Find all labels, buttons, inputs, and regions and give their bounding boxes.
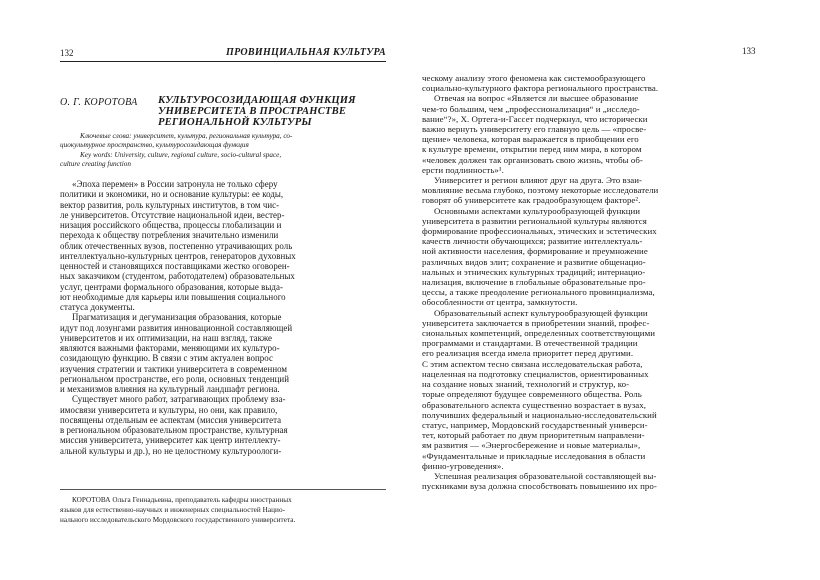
- body-text-line: мовлияние весьма глубоко, поэтому некоторые исследователи: [422, 185, 659, 196]
- body-text-line: интеллектуально-культурных центров, генераторов духовных: [60, 250, 296, 261]
- body-text-line: Прагматизация и дегуманизация образования, которые: [72, 312, 282, 323]
- body-text-line: в региональном образовательном пространстве, культурная: [60, 425, 288, 435]
- body-text-line: формирование профессиональных, этических и эстетических: [422, 226, 657, 237]
- body-text-line: и механизмов влияния на культурный ландшафт региона.: [60, 384, 280, 394]
- body-text-line: говорят об университете как градообразующем факторе².: [422, 195, 641, 206]
- body-text-line: ям развития — «Энергосбережение и новые материалы»,: [422, 440, 641, 451]
- body-text-line: региональном пространстве, его роли, основных тенденций: [60, 373, 290, 384]
- body-text-line: ценностей и становящихся поставщиками жестко оговорен-: [60, 261, 290, 271]
- body-text-line: образовательного аспекта существенно возрастает в вузах,: [422, 399, 646, 410]
- body-text-line: ле университетов. Отсутствие национальной идеи, вестер-: [60, 209, 285, 220]
- article-author: О. Г. КОРОТОВА: [60, 97, 138, 108]
- body-text-line: С этим аспектом тесно связана исследовательская работа,: [422, 358, 643, 369]
- left-body-text: [60, 179, 386, 456]
- body-text-line: Образовательный аспект культурообразующей функции: [434, 307, 648, 318]
- page-number: 132: [60, 48, 74, 58]
- body-text-line: Основными аспектами культурообразующей функции: [434, 205, 641, 216]
- footnote-divider: [60, 489, 386, 490]
- running-title: ПРОВИНЦИАЛЬНАЯ КУЛЬТУРА: [226, 47, 386, 58]
- body-text-line: пускниками вуза должна способствовать повышению их про-: [422, 481, 657, 492]
- right-body-text: [422, 73, 760, 491]
- body-text-line: университета заключается в приобретении знаний, профес-: [422, 317, 650, 328]
- body-text-line: программами и стандартами. В отечественной традиции: [422, 338, 638, 349]
- body-text-line: созидающую функцию. В связи с этим актуален вопрос: [60, 353, 273, 364]
- article-title-line: КУЛЬТУРОСОЗИДАЮЩАЯ ФУНКЦИЯ: [158, 95, 356, 106]
- body-text-line: ерсти подлинность»¹.: [422, 164, 504, 175]
- body-text-line: имосвязи университета и культуры, но они, как правило,: [60, 404, 278, 415]
- article-title-line: УНИВЕРСИТЕТА В ПРОСТРАНСТВЕ: [158, 106, 347, 117]
- keywords-en-line: Key words: University, culture, regional culture, socio-cultural space,: [80, 150, 282, 159]
- body-text-line: цессы, а также преодоление регионального провинциализма,: [422, 287, 655, 298]
- body-text-line: являются важными факторами, меняющими их культуро-: [60, 343, 280, 353]
- body-text-line: качеств личности обучающихся; развитие интеллектуаль-: [422, 236, 643, 247]
- body-text-line: Университет и регион влияют друг на друга. Это взаи-: [434, 175, 643, 186]
- body-text-line: альной культуры и др.), но не целостному культуроологи-: [60, 445, 282, 456]
- body-text-line: статус, например, Мордовский государственный универси-: [422, 419, 648, 430]
- keywords-en-line: culture creating function: [60, 160, 131, 169]
- body-text-line: получивших федеральный и национально-исследовательский: [422, 409, 657, 420]
- body-text-line: чем-то большим, чем „профессионализация“ и „исследо-: [422, 103, 640, 114]
- body-text-line: ной активности населения, формирование и преумножение: [422, 246, 648, 257]
- body-text-line: миссия университета, университет как центр интеллекту-: [60, 435, 281, 446]
- body-text-line: вектор развития, роль культурных институтов, в том чис-: [60, 199, 280, 210]
- right-page: [410, 0, 820, 580]
- footnote-line: языков для естественно-научных и инженерных специальностей Нацио-: [60, 506, 286, 515]
- running-head: [60, 47, 386, 62]
- body-text-line: Отвечая на вопрос «Является ли высшее образование: [434, 93, 639, 104]
- body-text-line: университетов и их оптимизации, на наш взгляд, также: [60, 332, 273, 343]
- body-text-line: посвящены отдельным ее аспектам (миссия университета: [60, 414, 282, 425]
- body-text-line: перехода к обществу потребления значительно изменили: [60, 230, 279, 241]
- body-text-line: его реализация всегда имела приоритет перед другими.: [422, 348, 634, 359]
- body-text-line: на создание новых знаний, технологий и структур, ко-: [422, 379, 630, 390]
- body-text-line: университета в развитии региональной культуры являются: [422, 215, 647, 226]
- author-footnote: [60, 495, 386, 526]
- body-text-line: политики и экономики, но и основание культуры: ее коды,: [60, 189, 284, 200]
- body-text-line: обособленности от центра, замкнутости.: [422, 297, 578, 308]
- body-text-line: финно-угроведения».: [422, 460, 504, 471]
- body-text-line: идут под лозунгами развития инновационной составляющей: [60, 322, 293, 333]
- body-text-line: Существует много работ, затрагивающих проблему вза-: [72, 394, 286, 405]
- footnote-line: КОРОТОВА Ольга Геннадьевна, преподаватель кафедры иностранных: [72, 496, 292, 504]
- body-text-line: «Фундаментальные и прикладные исследования в области: [422, 450, 646, 461]
- body-text-line: нальных и этнических культурных традиций; интернацио-: [422, 266, 646, 277]
- keywords-block: [60, 132, 390, 170]
- body-text-line: «человек должен так организовать свою жизнь, чтобы об-: [422, 154, 643, 165]
- body-text-line: тет, который работает по двум приоритетным направлени-: [422, 430, 645, 441]
- body-text-line: изучения стратегии и тактики университета в современном: [60, 363, 288, 374]
- body-text-line: ных заказчиком (студентом, работодателем) образовательных: [60, 271, 295, 282]
- body-text-line: нацеленная на подготовку специалистов, ориентированных: [422, 368, 649, 379]
- body-text-line: низация российского общества, процессы глобализации и: [60, 220, 282, 230]
- keywords-ru-line: Ключевые слова: университет, культура, региональная культура, со-: [80, 132, 293, 140]
- body-text-line: «Эпоха перемен» в России затронула не только сферу: [72, 179, 278, 189]
- body-text-line: социально-культурного фактора регионального пространства.: [422, 83, 659, 94]
- body-text-line: облик отечественных вузов, постепенно утрачивающих роль: [60, 240, 293, 251]
- article-title-line: РЕГИОНАЛЬНОЙ КУЛЬТУРЫ: [158, 117, 312, 128]
- body-text-line: нализация, включение в глобальные образовательные про-: [422, 277, 646, 288]
- footnote-line: нального исследовательского Мордовского государственного университета.: [60, 516, 296, 525]
- body-text-line: важно вернуть университету его главную цель — «просве-: [422, 124, 647, 135]
- body-text-line: щение» человека, которая выражается в приобщении его: [422, 134, 639, 145]
- body-text-line: ют необходимые для карьеры или повышения социального: [60, 291, 286, 302]
- body-text-line: услуг, центрами формального образования, которые выда-: [60, 281, 283, 292]
- body-text-line: различных видов элит; сохранение и развитие общенацио-: [422, 256, 646, 267]
- body-text-line: вание“?», Х. Ортега-и-Гассет подчеркнул, что исторически: [422, 113, 648, 124]
- keywords-ru-line: циокультурное пространство, культуросозидающая функция: [60, 141, 249, 150]
- body-text-line: статуса документы.: [60, 302, 135, 312]
- body-text-line: торые определяют будущее современного общества. Роль: [422, 389, 642, 400]
- body-text-line: сиональных компетенций, определенных соответствующими: [422, 328, 656, 339]
- body-text-line: к культуре времени, открытии перед ним мира, в котором: [422, 144, 642, 155]
- article-title: [158, 95, 398, 128]
- body-text-line: Успешная реализация образовательной составляющей вы-: [434, 470, 657, 481]
- body-text-line: ческому анализу этого феномена как системообразующего: [422, 73, 646, 83]
- page-number: 133: [742, 46, 756, 56]
